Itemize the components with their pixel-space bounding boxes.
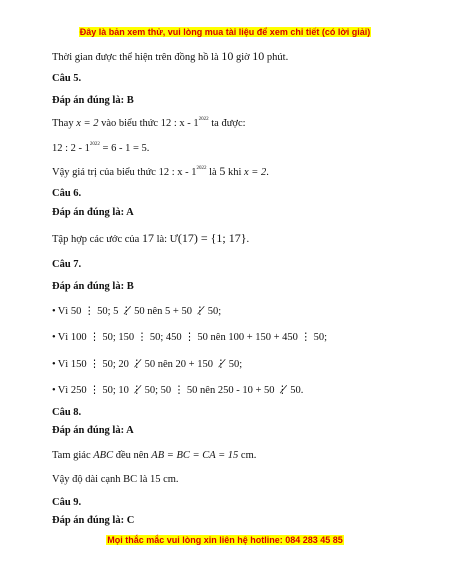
conclusion-line: Vậy giá trị của biểu thức 12 : x - $1^{2022}$ là 5 khi x = 2.: [52, 164, 269, 178]
hotline-banner: [0, 535, 450, 545]
question-7-heading: Câu 7.: [52, 259, 82, 270]
clock-time-line: Thời gian được thể hiện trên đồng hồ là 10 giờ 10 phút.: [52, 49, 289, 63]
side-length-line: Vậy độ dài cạnh BC là 15 cm.: [52, 474, 179, 485]
divisors-line: Tập hợp các ước của 17 là: Ư(17) = {1; 17}.: [52, 231, 250, 245]
bullet-icon: •: [52, 359, 56, 370]
substitution-line: Thay x = 2 vào biểu thức 12 : x - $1^{2022}$ ta được:: [52, 117, 246, 129]
list-item: • Vì 150 ⋮ 50; 20 ⋮̸ 50 nên 20 + 150 ⋮̸ 50;: [52, 359, 243, 370]
question-5-heading: Câu 5.: [52, 73, 82, 84]
list-item: • Vì 50 ⋮ 50; 5 ⋮̸ 50 nên 5 + 50 ⋮̸ 50;: [52, 306, 222, 317]
list-item: • Vì 250 ⋮ 50; 10 ⋮̸ 50; 50 ⋮ 50 nên 250 - 10 + 50 ⋮̸ 50.: [52, 385, 304, 396]
bullet-icon: •: [52, 385, 56, 396]
preview-notice-banner: [0, 27, 450, 37]
question-8-heading: Câu 8.: [52, 407, 82, 418]
list-item: • Vì 100 ⋮ 50; 150 ⋮ 50; 450 ⋮ 50 nên 100 + 150 + 450 ⋮ 50;: [52, 332, 328, 343]
question-6-answer: Đáp án đúng là: A: [52, 207, 134, 218]
calculation-line: 12 : $2 - 1^{2022} = 6 - 1 = 5$.: [52, 142, 150, 154]
preview-notice-text: Đây là bản xem thử, vui lòng mua tài liệu để xem chi tiết (có lời giải): [79, 27, 371, 37]
bullet-icon: •: [52, 306, 56, 317]
bullet-icon: •: [52, 332, 56, 343]
question-6-heading: Câu 6.: [52, 188, 82, 199]
question-9-heading: Câu 9.: [52, 497, 82, 508]
triangle-line: Tam giác ABC đều nên AB = BC = CA = 15 cm.: [52, 450, 257, 461]
question-9-answer: Đáp án đúng là: C: [52, 515, 135, 526]
question-5-answer: Đáp án đúng là: B: [52, 95, 134, 106]
hotline-text: Mọi thắc mắc vui lòng xin liên hệ hotline: 084 283 45 85: [107, 535, 343, 545]
question-7-answer: Đáp án đúng là: B: [52, 281, 134, 292]
question-8-answer: Đáp án đúng là: A: [52, 425, 134, 436]
